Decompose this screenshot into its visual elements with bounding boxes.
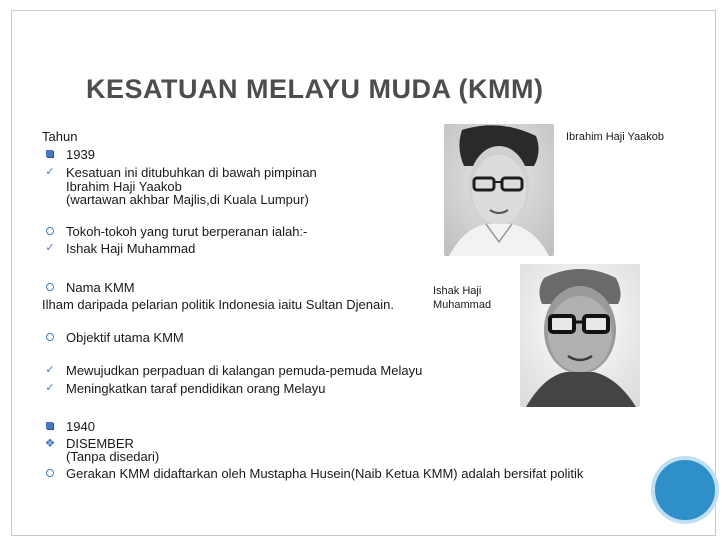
- decorative-circle: [651, 456, 719, 524]
- diamond-bullet-icon: ❖: [44, 436, 56, 450]
- check-bullet-icon: ✓: [45, 382, 55, 394]
- disember-text: DISEMBER: [66, 436, 134, 451]
- ibrahim-caption: Ibrahim Haji Yaakob: [566, 131, 665, 143]
- slide-title: KESATUAN MELAYU MUDA (KMM): [86, 74, 544, 104]
- ishak-portrait-image: [520, 264, 640, 407]
- ibrahim-portrait-image: [444, 124, 554, 256]
- objective-2: Meningkatkan taraf pendidikan orang Melayu: [66, 381, 326, 396]
- ishak-caption-line2: Muhammad: [433, 299, 492, 311]
- year-1939: 1939: [66, 147, 95, 162]
- objektif-text: Objektif utama KMM: [66, 330, 184, 345]
- nama-text: Nama KMM: [66, 280, 135, 295]
- square-bullet-icon: [44, 148, 56, 160]
- ring-bullet-icon: [44, 281, 56, 293]
- ring-bullet-icon: [44, 331, 56, 343]
- ishak-caption-line1: Ishak Haji: [433, 285, 482, 297]
- year-1940: 1940: [66, 419, 95, 434]
- tokoh-text: Tokoh-tokoh yang turut berperanan ialah:-: [66, 224, 308, 239]
- ishak-text: Ishak Haji Muhammad: [66, 241, 196, 256]
- leader-note: (wartawan akhbar Majlis,di Kuala Lumpur): [66, 192, 309, 207]
- tanpa-text: (Tanpa disedari): [66, 449, 160, 464]
- ring-bullet-icon: [44, 467, 56, 479]
- check-bullet-icon: ✓: [45, 364, 55, 376]
- gerakan-text: Gerakan KMM didaftarkan oleh Mustapha Husein(Naib Ketua KMM) adalah bersifat politik: [66, 466, 584, 481]
- ring-bullet-icon: [44, 225, 56, 237]
- ishak-photo: [520, 264, 640, 407]
- ibrahim-photo: [444, 124, 554, 256]
- tahun-label: Tahun: [42, 129, 78, 144]
- leader-name: Ibrahim Haji Yaakob: [66, 179, 182, 194]
- square-bullet-icon: [44, 420, 56, 432]
- check-bullet-icon: ✓: [45, 166, 55, 178]
- ilham-text: Ilham daripada pelarian politik Indonesia iaitu Sultan Djenain.: [42, 297, 394, 312]
- check-bullet-icon: ✓: [45, 242, 55, 254]
- founded-text: Kesatuan ini ditubuhkan di bawah pimpinan: [66, 165, 317, 180]
- objective-1: Mewujudkan perpaduan di kalangan pemuda-pemuda Melayu: [66, 363, 423, 378]
